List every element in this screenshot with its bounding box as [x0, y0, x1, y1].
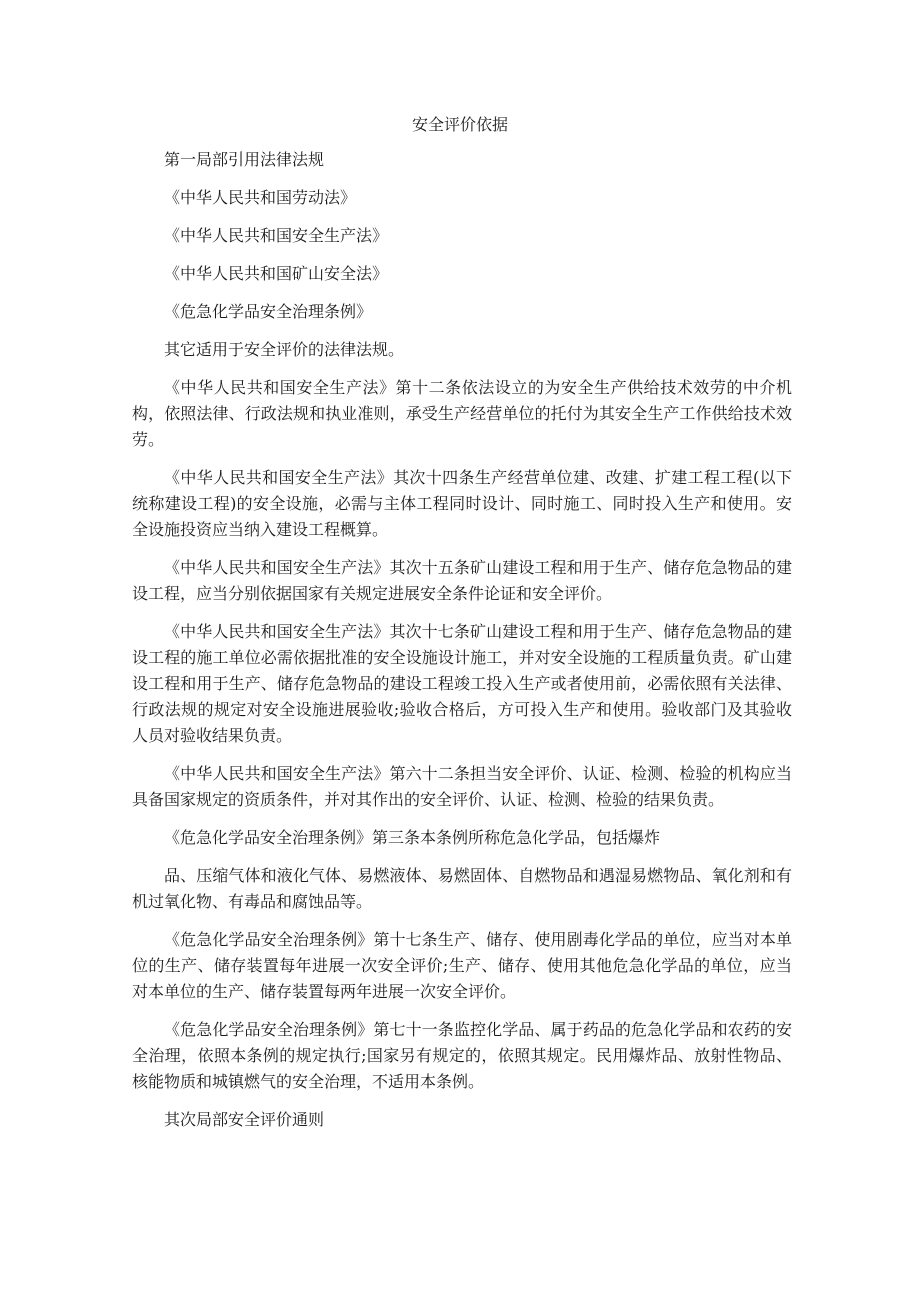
paragraph: 《危急化学品安全治理条例》第三条本条例所称危急化学品，包括爆炸 [164, 828, 661, 847]
paragraph: 其它适用于安全评价的法律法规。 [164, 340, 405, 359]
paragraph: 品、压缩气体和液化气体、易燃液体、易燃固体、自燃物品和遇湿易燃物品、氧化剂和有机过氧化物、有毒品和腐蚀品等。 [132, 866, 792, 911]
section-heading-1: 第一局部引用法律法规 [164, 150, 325, 169]
law-title: 《中华人民共和国矿山安全法》 [164, 264, 389, 283]
law-title: 《中华人民共和国安全生产法》 [164, 226, 389, 245]
paragraph: 《危急化学品安全治理条例》第十七条生产、储存、使用剧毒化学品的单位，应当对本单位的生产、储存装置每年进展一次安全评价;生产、储存、使用其他危急化学品的单位，应当对本单位的生产、储存装置每两年进展一次安全评价。 [132, 930, 792, 1001]
document-title: 安全评价依据 [411, 115, 508, 134]
law-title: 《危急化学品安全治理条例》 [164, 302, 373, 321]
paragraph: 《中华人民共和国安全生产法》其次十七条矿山建设工程和用于生产、储存危急物品的建设工程的施工单位必需依据批准的安全设施设计施工，并对安全设施的工程质量负责。矿山建设工程和用于生产、储存危急物品的建设工程竣工投入生产或者使用前，必需依照有关法律、行政法规的规定对安全设施进展验收;验收合格后，方可投入生产和使用。验收部门及其验收人员对验收结果负责。 [132, 622, 792, 745]
paragraph: 《危急化学品安全治理条例》第七十一条监控化学品、属于药品的危急化学品和农药的安全治理，依照本条例的规定执行;国家另有规定的，依照其规定。民用爆炸品、放射性物品、核能物质和城镇燃气的安全治理，不适用本条例。 [132, 1020, 792, 1091]
document-body [132, 147, 792, 1145]
paragraph: 《中华人民共和国安全生产法》第十二条依法设立的为安全生产供给技术效劳的中介机构，依照法律、行政法规和执业准则，承受生产经营单位的托付为其安全生产工作供给技术效劳。 [132, 378, 792, 449]
paragraph: 《中华人民共和国安全生产法》其次十五条矿山建设工程和用于生产、储存危急物品的建设工程，应当分别依据国家有关规定进展安全条件论证和安全评价。 [132, 558, 792, 603]
law-title: 《中华人民共和国劳动法》 [164, 188, 357, 207]
paragraph: 《中华人民共和国安全生产法》第六十二条担当安全评价、认证、检测、检验的机构应当具备国家规定的资质条件，并对其作出的安全评价、认证、检测、检验的结果负责。 [132, 764, 792, 809]
paragraph: 《中华人民共和国安全生产法》其次十四条生产经营单位建、改建、扩建工程工程(以下统称建设工程)的安全设施，必需与主体工程同时设计、同时施工、同时投入生产和使用。安全设施投资应当纳入建设工程概算。 [132, 468, 792, 539]
section-heading-2: 其次局部安全评价通则 [164, 1110, 325, 1129]
